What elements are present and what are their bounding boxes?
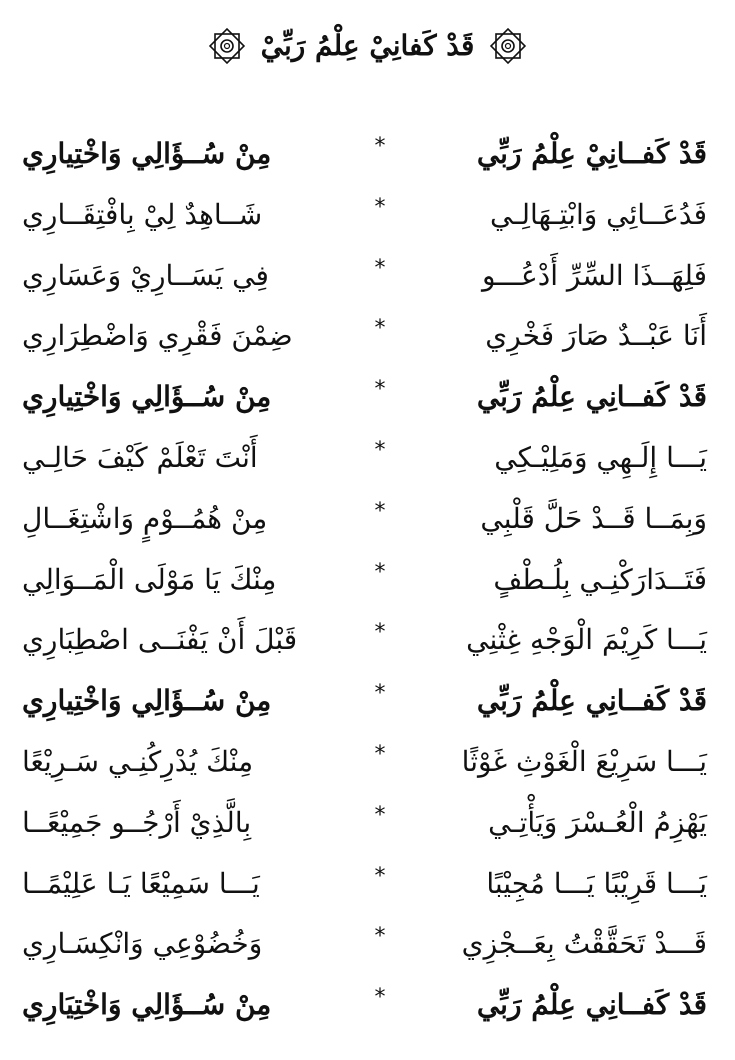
verse-first-hemistich: يَهْزِمُ الْعُـسْرَ وَيَأْتِـي <box>488 805 707 839</box>
verse-row <box>0 614 735 675</box>
verse-second-hemistich: وَخُضُوْعِي وَانْكِسَـارِي <box>22 927 263 961</box>
verse-second-hemistich: مِنْ هُمُــوْمٍ وَاشْتِغَــالِ <box>22 501 268 535</box>
verse-first-hemistich: وَبِمَــا قَــدْ حَلَّ قَلْبِي <box>480 501 707 535</box>
verse-row <box>0 189 735 250</box>
verse-first-hemistich: أَنَا عَبْــدٌ صَارَ فَخْرِي <box>485 319 707 353</box>
verse-first-hemistich: قَدْ كَفــانِي عِلْمُ رَبِّي <box>476 988 707 1022</box>
verse-separator: * <box>374 802 386 828</box>
verse-separator: * <box>374 255 386 281</box>
verse-first-hemistich: يَـــا سَرِيْعَ الْغَوْثِ غَوْثًا <box>461 744 707 778</box>
refrain-verse <box>0 979 735 1040</box>
verse-separator: * <box>374 924 386 950</box>
verse-row <box>0 918 735 979</box>
verse-row <box>0 493 735 554</box>
verse-row <box>0 250 735 311</box>
verse-second-hemistich: مِنْكَ يَا مَوْلَى الْمَــوَالِي <box>22 562 277 596</box>
refrain-verse <box>0 371 735 432</box>
verse-second-hemistich: مِنْكَ يُدْرِكُنِـي سَـرِيْعًا <box>22 744 254 778</box>
verse-second-hemistich: بِالَّذِيْ أَرْجُــو جَمِيْعًــا <box>22 805 252 839</box>
verse-first-hemistich: يَـــا قَرِيْبًا يَـــا مُجِيْبًا <box>486 866 707 900</box>
eight-point-star-icon <box>488 26 528 66</box>
verse-row <box>0 797 735 858</box>
verse-row <box>0 736 735 797</box>
verse-row <box>0 858 735 919</box>
verse-separator: * <box>374 559 386 585</box>
verse-row <box>0 310 735 371</box>
verse-first-hemistich: قَدْ كَفــانِيْ عِلْمُ رَبِّي <box>476 137 707 170</box>
verse-separator: * <box>374 620 386 646</box>
refrain-verse <box>0 128 735 189</box>
verse-first-hemistich: فَتَــدَارَكْنِـي بِلُـطْفٍ <box>493 562 707 596</box>
verse-second-hemistich: فِي يَسَــارِيْ وَعَسَارِي <box>22 258 269 292</box>
verse-separator: * <box>374 134 386 159</box>
verse-first-hemistich: يَـــا إِلَـهِي وَمَلِيْـكِي <box>494 440 707 474</box>
refrain-verse <box>0 675 735 736</box>
verse-list <box>0 128 735 1040</box>
verse-first-hemistich: فَدُعَــائِي وَابْتِـهَالِـي <box>489 197 707 231</box>
verse-row <box>0 554 735 615</box>
verse-second-hemistich: قَبْلَ أَنْ يَفْنَــى اصْطِبَارِي <box>22 623 298 657</box>
verse-first-hemistich: قَدْ كَفــانِي عِلْمُ رَبِّي <box>476 684 707 718</box>
eight-point-star-icon <box>207 26 247 66</box>
verse-separator: * <box>374 437 386 463</box>
verse-separator: * <box>374 985 386 1011</box>
verse-first-hemistich: قَـــدْ تَحَقَّقْتُ بِعَــجْزِي <box>461 927 707 961</box>
verse-first-hemistich: فَلِهَــذَا السِّرِّ أَدْعُـــو <box>481 258 707 292</box>
page-title: قَدْ كَفانِيْ عِلْمُ رَبِّيْ <box>260 29 475 62</box>
verse-second-hemistich: يَـــا سَمِيْعًا يَـا عَلِيْمًــا <box>22 866 260 900</box>
verse-separator: * <box>374 498 386 524</box>
verse-second-hemistich: ضِمْنَ فَقْرِي وَاضْطِرَارِي <box>22 319 293 353</box>
verse-second-hemistich: مِنْ سُــؤَالِي وَاخْتِيارِي <box>22 380 272 414</box>
verse-separator: * <box>374 681 386 707</box>
verse-separator: * <box>374 194 386 220</box>
verse-second-hemistich: مِنْ سُــؤَالِي وَاخْتِيارِي <box>22 137 272 170</box>
title-bar <box>0 18 735 74</box>
verse-separator: * <box>374 863 386 889</box>
verse-separator: * <box>374 316 386 342</box>
verse-second-hemistich: أَنْتَ تَعْلَمْ كَيْفَ حَالِـي <box>22 440 258 474</box>
verse-second-hemistich: شَــاهِدٌ لِيْ بِافْتِقَــارِي <box>22 197 263 231</box>
verse-row <box>0 432 735 493</box>
verse-separator: * <box>374 741 386 767</box>
verse-second-hemistich: مِنْ سُــؤَالِي وَاخْتِيَارِي <box>22 988 272 1022</box>
verse-separator: * <box>374 377 386 403</box>
verse-first-hemistich: يَـــا كَرِيْمَ الْوَجْهِ غِثْنِي <box>466 623 707 657</box>
verse-first-hemistich: قَدْ كَفــانِي عِلْمُ رَبِّي <box>476 380 707 414</box>
verse-second-hemistich: مِنْ سُــؤَالِي وَاخْتِيارِي <box>22 684 272 718</box>
